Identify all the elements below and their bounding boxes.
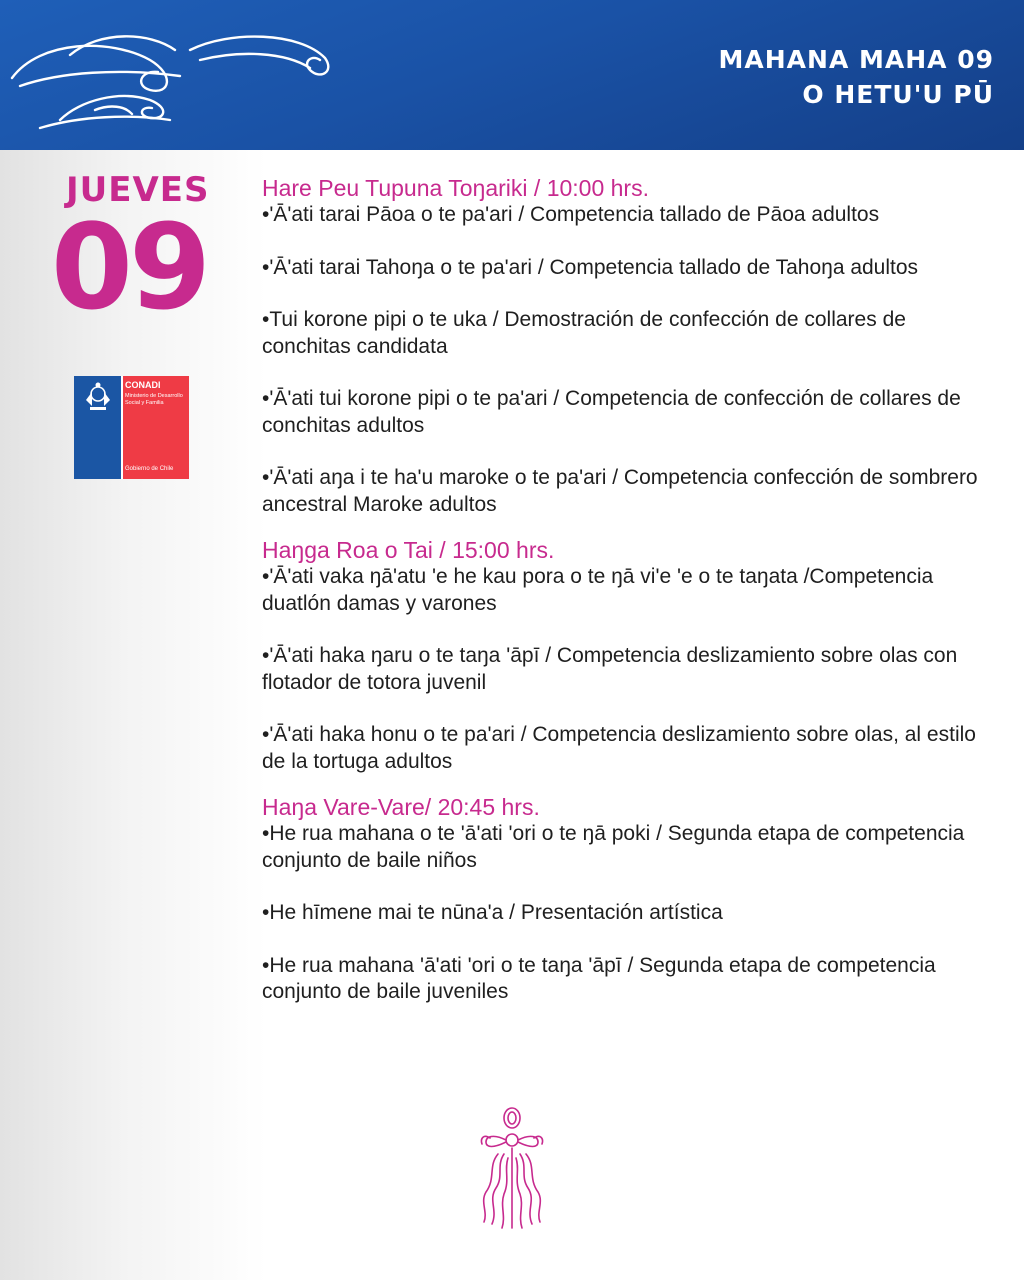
day-name: JUEVES bbox=[66, 170, 210, 210]
conadi-logo bbox=[74, 376, 189, 479]
schedule-item: •'Ā'ati tarai Tahoŋa o te pa'ari / Competencia tallado de Tahoŋa adultos bbox=[262, 255, 919, 279]
schedule-item: •'Ā'ati haka ŋaru o te taŋa 'āpī / Competencia deslizamiento sobre olas con flotador de totora juvenil bbox=[262, 644, 958, 694]
header-title bbox=[634, 42, 994, 112]
schedule-item: •'Ā'ati tarai Pāoa o te pa'ari / Competencia tallado de Pāoa adultos bbox=[262, 203, 880, 226]
header-title-line-2: O HETU'U PŪ bbox=[802, 80, 994, 109]
swirl-ornament-icon bbox=[0, 20, 340, 130]
schedule-section bbox=[262, 174, 992, 518]
logo-divider bbox=[121, 376, 123, 479]
schedule-item: •He rua mahana o te 'ā'ati 'ori o te ŋā poki / Segunda etapa de competencia conjunto de baile niños bbox=[262, 822, 965, 872]
section-title: Hare Peu Tupuna Toŋariki / 10:00 hrs. bbox=[262, 175, 649, 201]
schedule-item: •'Ā'ati vaka ŋā'atu 'e he kau pora o te ŋā vi'e 'e o te taŋata /Competencia duatlón damas y varones bbox=[262, 565, 934, 615]
schedule bbox=[262, 174, 992, 1024]
header-banner bbox=[0, 0, 1024, 150]
logo-org-name: CONADI bbox=[125, 380, 161, 390]
section-title: Haŋa Vare-Vare/ 20:45 hrs. bbox=[262, 794, 540, 820]
chile-crest-icon bbox=[80, 380, 116, 414]
schedule-item: •'Ā'ati tui korone pipi o te pa'ari / Competencia de confección de collares de conchitas adultos bbox=[262, 387, 961, 437]
logo-ministry-name: Ministerio de Desarrollo Social y Familia bbox=[125, 393, 183, 406]
logo-red-panel bbox=[121, 376, 189, 479]
header-title-line-1: MAHANA MAHA 09 bbox=[718, 45, 994, 74]
day-number: 09 bbox=[50, 198, 208, 336]
schedule-item: •'Ā'ati aŋa i te ha'u maroke o te pa'ari / Competencia confección de sombrero ancestral Maroke adultos bbox=[262, 466, 978, 516]
schedule-item: •He rua mahana 'ā'ati 'ori o te taŋa 'āpī / Segunda etapa de competencia conjunto de baile juveniles bbox=[262, 953, 936, 1003]
rapa-nui-figure-icon bbox=[474, 1104, 550, 1232]
section-title: Haŋga Roa o Tai / 15:00 hrs. bbox=[262, 537, 555, 563]
schedule-section bbox=[262, 793, 992, 1006]
schedule-section bbox=[262, 536, 992, 775]
logo-government: Gobierno de Chile bbox=[125, 466, 174, 472]
schedule-item: •'Ā'ati haka honu o te pa'ari / Competencia deslizamiento sobre olas, al estilo de la tortuga adultos bbox=[262, 723, 976, 773]
schedule-item: •He hīmene mai te nūna'a / Presentación artística bbox=[262, 901, 723, 924]
schedule-item: •Tui korone pipi o te uka / Demostración de confección de collares de conchitas candidata bbox=[262, 308, 906, 358]
